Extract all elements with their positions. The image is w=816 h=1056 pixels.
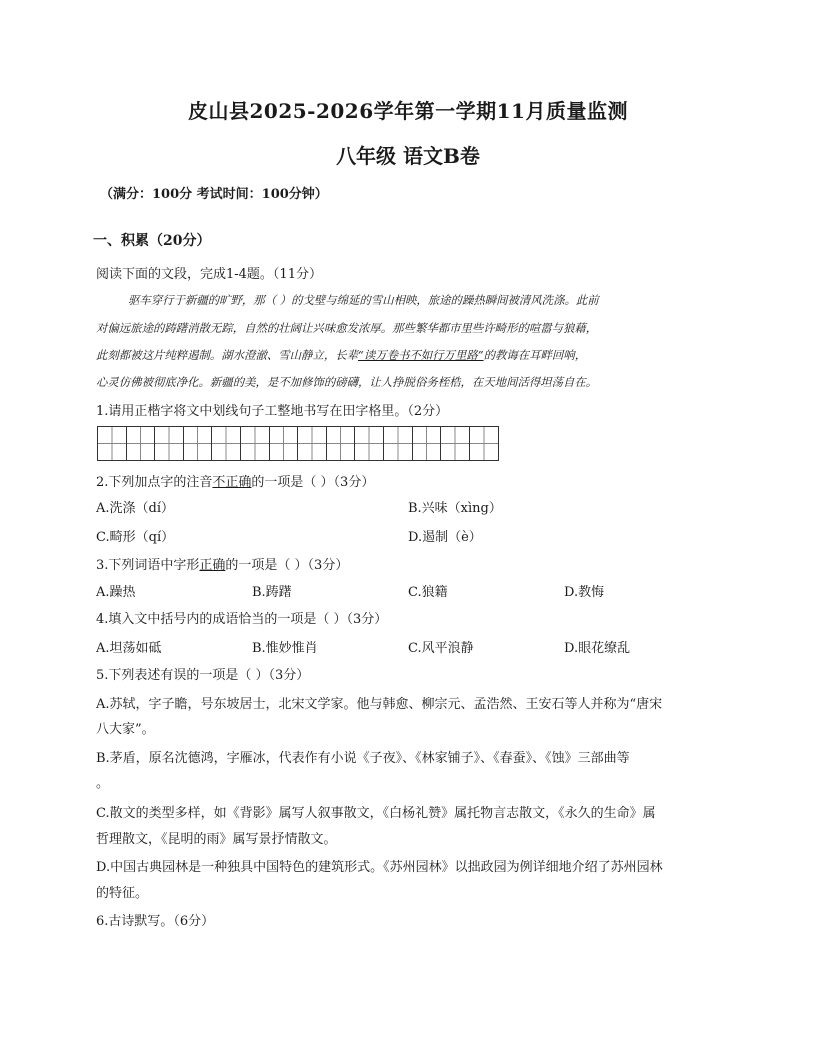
exam-subtitle: 八年级 语文B卷 bbox=[336, 144, 480, 168]
q4-option-d: D.眼花缭乱 bbox=[564, 641, 631, 656]
question-2-emphasis: 不正确 bbox=[212, 475, 252, 490]
question-2-b: 的一项是（ ）（3分） bbox=[251, 475, 375, 490]
q5-option-d-line1: D.中国古典园林是一种独具中国特色的建筑形式。《苏州园林》以拙政园为例详细地介绍了苏州园林 bbox=[96, 860, 663, 875]
tianzige-cell[interactable] bbox=[127, 427, 156, 460]
tianzige-cell[interactable] bbox=[384, 427, 413, 460]
q3-option-a: A.躁热 bbox=[96, 585, 136, 600]
question-3 bbox=[96, 554, 348, 573]
question-3-a: 3.下列词语中字形 bbox=[96, 558, 200, 573]
q3-option-d: D.教悔 bbox=[564, 585, 605, 600]
passage-line-4: 心灵仿佛被彻底净化。新疆的美，是不加修饰的磅礴，让人挣脱俗务桎梏，在天地间活得坦荡自在。 bbox=[96, 375, 598, 389]
q2-option-a: A.洗涤（dí） bbox=[96, 501, 175, 516]
question-1: 1.请用正楷字将文中划线句子工整地书写在田字格里。（2分） bbox=[96, 404, 449, 419]
question-2 bbox=[96, 471, 374, 490]
question-3-b: 的一项是（ ）（3分） bbox=[225, 558, 349, 573]
tianzige-cell[interactable] bbox=[98, 427, 127, 460]
q4-option-b: B.惟妙惟肖 bbox=[252, 641, 318, 656]
passage-line-3-start: 此刻都被这片纯粹遏制。湖水澄澈、雪山静立，长辈 bbox=[96, 348, 358, 362]
q5-option-a-line1: A.苏轼，字子瞻，号东坡居士，北宋文学家。他与韩愈、柳宗元、孟浩然、王安石等人并称为“唐宋 bbox=[96, 697, 663, 712]
tianzige-grid[interactable] bbox=[97, 426, 499, 461]
q5-option-b-line2: 。 bbox=[96, 776, 110, 791]
q5-option-a-line2: 八大家”。 bbox=[96, 722, 155, 737]
question-2-a: 2.下列加点字的注音 bbox=[96, 475, 213, 490]
q3-option-b: B.踌躇 bbox=[252, 585, 292, 600]
passage-line-1: 驱车穿行于新疆的旷野，那（ ）的戈壁与绵延的雪山相映，旅途的躁热瞬间被清风洗涤。此前 bbox=[128, 293, 599, 307]
exam-meta: （满分：100分 考试时间：100分钟） bbox=[100, 187, 328, 202]
q2-option-b: B.兴味（xìng） bbox=[408, 501, 502, 516]
tianzige-cell[interactable] bbox=[155, 427, 184, 460]
tianzige-cell[interactable] bbox=[212, 427, 241, 460]
tianzige-cell[interactable] bbox=[298, 427, 327, 460]
q5-option-c-line1: C.散文的类型多样，如《背影》属写人叙事散文，《白杨礼赞》属托物言志散文，《永久的生命》属 bbox=[96, 806, 656, 821]
q2-option-c: C.畸形（qí） bbox=[96, 530, 175, 545]
tianzige-cell[interactable] bbox=[184, 427, 213, 460]
question-6: 6.古诗默写。（6分） bbox=[96, 914, 215, 929]
question-4: 4.填入文中括号内的成语恰当的一项是（ ）（3分） bbox=[96, 612, 388, 627]
q4-option-a: A.坦荡如砥 bbox=[96, 641, 162, 656]
section-heading: 一、积累（20分） bbox=[93, 233, 211, 249]
q5-option-c-line2: 哲理散文，《昆明的雨》属写景抒情散文。 bbox=[96, 832, 337, 847]
tianzige-cell[interactable] bbox=[241, 427, 270, 460]
passage-line-3 bbox=[96, 347, 716, 363]
q4-option-c: C.风平浪静 bbox=[408, 641, 474, 656]
passage-line-3-end: 的教诲在耳畔回响， bbox=[483, 348, 587, 362]
question-3-emphasis: 正确 bbox=[199, 558, 226, 573]
tianzige-cell[interactable] bbox=[470, 427, 499, 460]
q5-option-b-line1: B.茅盾，原名沈德鸿，字雁冰，代表作有小说《子夜》、《林家铺子》、《春蚕》、《蚀》三部曲等 bbox=[96, 751, 630, 766]
exam-title: 皮山县2025-2026学年第一学期11月质量监测 bbox=[188, 99, 628, 123]
tianzige-cell[interactable] bbox=[355, 427, 384, 460]
reading-intro: 阅读下面的文段，完成1-4题。（11分） bbox=[96, 267, 322, 282]
q3-option-c: C.狼籍 bbox=[408, 585, 448, 600]
tianzige-cell[interactable] bbox=[413, 427, 442, 460]
tianzige-cell[interactable] bbox=[327, 427, 356, 460]
tianzige-cell[interactable] bbox=[441, 427, 470, 460]
q5-option-d-line2: 的特征。 bbox=[96, 886, 149, 901]
q2-option-d: D.遏制（è） bbox=[408, 530, 482, 545]
underlined-sentence: “读万卷书不如行万里路” bbox=[358, 348, 484, 362]
question-5: 5.下列表述有误的一项是（ ）（3分） bbox=[96, 668, 310, 683]
tianzige-cell[interactable] bbox=[270, 427, 299, 460]
passage-line-2: 对偏远旅途的踌躇消散无踪，自然的壮阔让兴味愈发浓厚。那些繁华都市里些许畸形的喧嚣与狼藉， bbox=[96, 321, 598, 335]
